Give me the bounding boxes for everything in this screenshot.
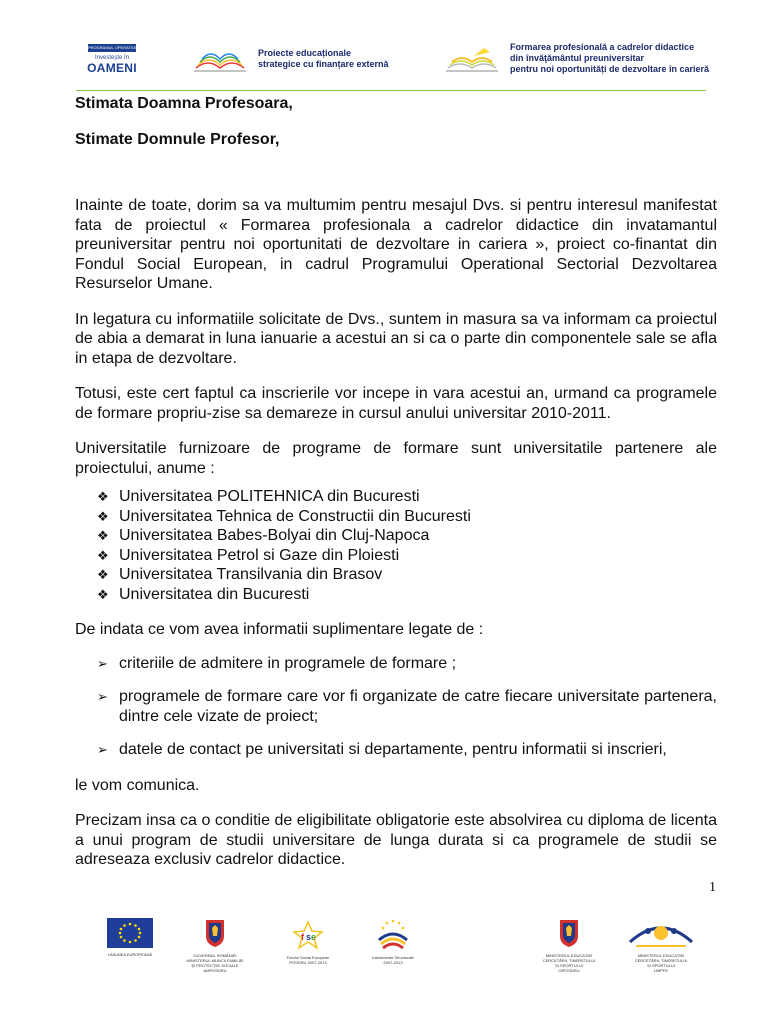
open-book-icon — [444, 44, 500, 76]
guvernul-romaniei-logo — [180, 918, 250, 973]
diamond-bullet-icon: ❖ — [97, 489, 109, 504]
umpfe-figures-icon — [626, 918, 696, 948]
project1-line: Proiecte educaționale — [258, 48, 352, 58]
list-item — [97, 546, 717, 566]
greeting-2: Stimate Domnule Profesor, — [75, 130, 280, 148]
info-item-text: criteriile de admitere in programele de formare ; — [119, 654, 457, 672]
gov2-caption: CERCETĂRII, TINERETULUI — [542, 958, 596, 963]
project1-line: strategice cu finanțare externă — [258, 59, 389, 69]
svg-text:f: f — [301, 932, 304, 942]
posdru-bar: PROGRAMUL OPERATIONAL SECTORIAL DEZVOLTAREA RESURSELOR UMANE — [88, 45, 241, 50]
header-divider — [76, 90, 706, 91]
svg-text:s: s — [306, 932, 312, 942]
list-item — [97, 565, 717, 585]
logo-small-text: Investeşte în — [94, 55, 130, 61]
paragraph-5: De indata ce vom avea informatii suplimentare legate de : — [75, 621, 484, 638]
umpfe-logo — [625, 918, 697, 973]
page-number: 1 — [709, 880, 716, 895]
greeting-1: Stimata Doamna Profesoara, — [75, 95, 293, 112]
ma-caption: UMPFE — [654, 968, 668, 973]
project-formare-label — [510, 42, 709, 75]
struct-caption: 2007-2013 — [383, 960, 403, 965]
info-item-text: programele de formare care vor fi organizate de catre fiecare universitate partenera, dintre cele vizate de proiect; — [119, 688, 717, 725]
list-item — [97, 487, 717, 507]
info-list — [97, 654, 717, 760]
gov2-caption: ȘI SPORTULUI — [555, 963, 583, 968]
diamond-bullet-icon: ❖ — [97, 547, 109, 563]
paragraph-3: Totusi, este cert faptul ca inscrierile vor incepe in vara acestui an, urmand ca programele de formare propriu-zise sa demareze in cursul anului universitar 2010-2011. — [75, 385, 717, 422]
investeste-in-oameni-logo — [86, 44, 241, 78]
svg-text:e: e — [311, 932, 317, 942]
project2-line: Formarea profesională a cadrelor didactice — [510, 42, 695, 52]
paragraph-7: Precizam insa ca o conditie de eligibilitate obligatorie este absolvirea cu diploma de licenta a unui program de studii universitare de lunga durata si ca programele de studii se adreseaza exclusiv cadrelor didactice. — [75, 812, 717, 868]
list-item — [97, 654, 717, 674]
arrow-bullet-icon: ➢ — [97, 655, 108, 671]
university-list — [97, 487, 717, 604]
paragraph-2: In legatura cu informatiile solicitate de Dvs., suntem in masura sa va informam ca proiectul de abia a demarat in luna ianuarie a acestui an si ca o parte din componentele sale se afla in etapa de dezvoltare. — [75, 310, 717, 367]
letter-body — [75, 94, 717, 870]
university-name: Universitatea Transilvania din Brasov — [119, 566, 383, 583]
ministerul-educatiei-logo — [534, 918, 604, 973]
fse-caption: Fondul Social European — [286, 955, 330, 960]
diamond-bullet-icon: ❖ — [97, 508, 109, 524]
instrumente-structurale-logo — [368, 918, 418, 965]
list-item — [97, 585, 717, 605]
project2-line: din învăţământul preuniversitar — [510, 53, 645, 63]
gov2-caption: OIPOSDRU — [558, 968, 580, 973]
fse-star-icon — [290, 920, 326, 950]
struct-caption: Instrumente Structurale — [372, 955, 414, 960]
university-name: Universitatea din Bucuresti — [119, 585, 310, 603]
university-name: Universitatea Tehnica de Constructii din Bucuresti — [119, 507, 471, 525]
gov1-caption: GUVERNUL ROMÂNIEI — [193, 953, 237, 958]
ma-caption: MINISTERUL EDUCAȚIEI — [637, 953, 685, 958]
ma-caption: ȘI SPORTULUI — [647, 963, 675, 968]
list-item — [97, 687, 717, 726]
list-item — [97, 526, 717, 546]
project-strategic-label — [258, 48, 389, 70]
structural-instruments-icon — [373, 918, 413, 950]
university-name: Universitatea Babes-Bolyai din Cluj-Napoca — [119, 527, 430, 544]
project2-line: pentru noi oportunități de dezvoltare în carieră — [510, 64, 710, 74]
arrow-bullet-icon: ➢ — [97, 689, 108, 704]
paragraph-6: le vom comunica. — [75, 776, 200, 794]
eu-caption: UNIUNEA EUROPEANĂ — [107, 952, 152, 957]
paragraph-1: Inainte de toate, dorim sa va multumim pentru mesajul Dvs. si pentru interesul manifestat fata de proiectul « Formarea profesionala a cadrelor didactice din invatamantul preuniversitar pentru noi oportunitati de dezvoltare in cariera », proiect co-finantat din Fondul Social European, in cadrul Programului Operational Sectorial Dezvoltarea Resurselor Umane. — [75, 197, 717, 292]
page-header — [0, 0, 768, 92]
arrow-bullet-icon: ➢ — [97, 742, 108, 757]
romania-crest-icon — [558, 918, 580, 948]
diamond-bullet-icon: ❖ — [97, 528, 109, 543]
logo-big-text: OAMENI — [87, 61, 137, 75]
paragraph-4: Universitatile furnizoare de programe de formare sunt universitatile partenere ale proiectului, anume : — [75, 440, 717, 477]
gov1-caption: ŞI PROTECŢIEI SOCIALE — [191, 963, 239, 968]
diamond-bullet-icon: ❖ — [97, 567, 109, 582]
fse-logo — [283, 920, 333, 965]
gov2-caption: MINISTERUL EDUCAȚIEI — [545, 953, 593, 958]
ma-caption: CERCETĂRII, TINERETULUI — [634, 958, 688, 963]
list-item — [97, 740, 717, 760]
gov1-caption: AMPOSDRU — [203, 968, 227, 973]
eu-logo — [105, 918, 155, 957]
fse-caption: POSDRU 2007-2013 — [289, 960, 327, 965]
gov1-caption: MINISTERUL MUNCII FAMILIEI — [186, 958, 244, 963]
list-item — [97, 507, 717, 527]
university-name: Universitatea POLITEHNICA din Bucuresti — [119, 488, 420, 505]
eu-flag-icon — [107, 918, 153, 948]
info-item-text: datele de contact pe universitati si departamente, pentru informatii si inscrieri, — [119, 741, 667, 758]
open-book-icon — [192, 44, 248, 76]
romania-crest-icon — [204, 918, 226, 948]
university-name: Universitatea Petrol si Gaze din Ploiesti — [119, 546, 400, 564]
diamond-bullet-icon: ❖ — [97, 586, 109, 602]
